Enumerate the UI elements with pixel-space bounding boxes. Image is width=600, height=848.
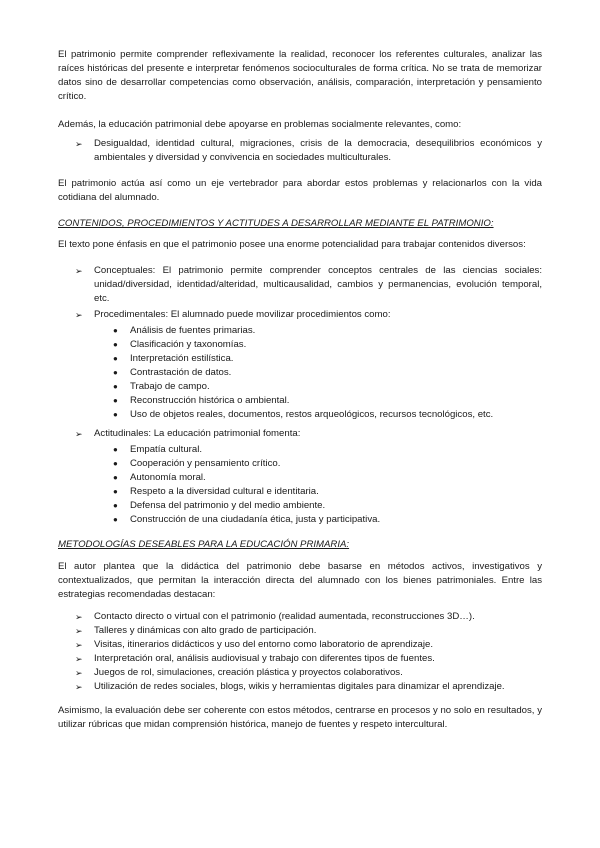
dot-bullet-icon: ● (113, 501, 118, 510)
list-item: ● Análisis de fuentes primarias. (113, 325, 256, 336)
list-item-actitudinales: ➢ Actitudinales: La educación patrimonial fomenta: (75, 428, 301, 439)
arrow-bullet-icon: ➢ (75, 612, 83, 622)
attitudes-header-list (58, 427, 542, 441)
problems-list (58, 137, 542, 165)
section-heading-contenidos: CONTENIDOS, PROCEDIMIENTOS Y ACTITUDES A DESARROLLAR MEDIANTE EL PATRIMONIO: (58, 218, 494, 229)
list-item: ● Cooperación y pensamiento crítico. (113, 458, 281, 469)
arrow-bullet-icon: ➢ (75, 266, 83, 276)
strategies-list (58, 610, 542, 694)
list-item: ● Defensa del patrimonio y del medio ambiente. (113, 500, 326, 511)
list-item: ● Uso de objetos reales, documentos, restos arqueológicos, recursos tecnológicos, etc. (113, 409, 494, 420)
list-item-conceptuales: ➢ Conceptuales: El patrimonio permite comprender conceptos centrales de las ciencias sociales: unidad/diversidad, identidad/alteridad, multicausalidad, cambios y permanencias, evolución temporal, etc. (75, 265, 542, 304)
attitudes-list (58, 443, 542, 527)
list-item: ● Reconstrucción histórica o ambiental. (113, 395, 290, 406)
list-item: ● Construcción de una ciudadanía ética, justa y participativa. (113, 514, 381, 525)
list-item: ● Autonomía moral. (113, 472, 206, 483)
list-item: ● Contrastación de datos. (113, 367, 232, 378)
list-item: ● Trabajo de campo. (113, 381, 210, 392)
list-item-procedimentales: ➢ Procedimentales: El alumnado puede movilizar procedimientos como: (75, 309, 391, 320)
arrow-bullet-icon: ➢ (75, 640, 83, 650)
list-item: ● Interpretación estilística. (113, 353, 234, 364)
dot-bullet-icon: ● (113, 340, 118, 349)
section2-intro: El autor plantea que la didáctica del patrimonio debe basarse en métodos activos, investigativos y contextualizados, que permitan la interacción directa del alumnado con los bienes patrimoniales. Entre las estrategias recomendadas destacan: (58, 561, 542, 600)
section1-intro: El texto pone énfasis en que el patrimonio posee una enorme potencialidad para trabajar contenidos diversos: (58, 239, 526, 250)
closing-paragraph: Asimismo, la evaluación debe ser coherente con estos métodos, centrarse en procesos y no solo en resultados, y utilizar rúbricas que midan comprensión histórica, manejo de fuentes y respeto intercultural. (58, 705, 542, 730)
list-item: ● Empatía cultural. (113, 444, 202, 455)
procedures-list (58, 324, 542, 422)
arrow-bullet-icon: ➢ (75, 654, 83, 664)
arrow-bullet-icon: ➢ (75, 429, 83, 439)
list-item: ➢ Utilización de redes sociales, blogs, wikis y herramientas digitales para dinamizar el aprendizaje. (75, 681, 505, 692)
arrow-bullet-icon: ➢ (75, 682, 83, 692)
dot-bullet-icon: ● (113, 396, 118, 405)
arrow-bullet-icon: ➢ (75, 626, 83, 636)
section-heading-metodologias: METODOLOGÍAS DESEABLES PARA LA EDUCACIÓN PRIMARIA: (58, 539, 350, 550)
list-item: ● Clasificación y taxonomías. (113, 339, 247, 350)
document-content (58, 48, 542, 732)
contents-list (58, 264, 542, 322)
dot-bullet-icon: ● (113, 487, 118, 496)
list-item: ● Respeto a la diversidad cultural e identitaria. (113, 486, 319, 497)
arrow-bullet-icon: ➢ (75, 139, 83, 149)
dot-bullet-icon: ● (113, 515, 118, 524)
list-item: ➢ Visitas, itinerarios didácticos y uso del entorno como laboratorio de aprendizaje. (75, 639, 433, 650)
dot-bullet-icon: ● (113, 410, 118, 419)
list-item: ➢ Juegos de rol, simulaciones, creación plástica y proyectos colaborativos. (75, 667, 403, 678)
intro-paragraph-2: Además, la educación patrimonial debe apoyarse en problemas socialmente relevantes, como: (58, 119, 462, 130)
list-item: ➢ Interpretación oral, análisis audiovisual y trabajo con diferentes tipos de fuentes. (75, 653, 435, 664)
dot-bullet-icon: ● (113, 326, 118, 335)
list-item: ➢ Contacto directo o virtual con el patrimonio (realidad aumentada, reconstrucciones 3D…). (75, 611, 475, 622)
arrow-bullet-icon: ➢ (75, 668, 83, 678)
dot-bullet-icon: ● (113, 368, 118, 377)
dot-bullet-icon: ● (113, 445, 118, 454)
intro-paragraph-1: El patrimonio permite comprender reflexivamente la realidad, reconocer los referentes culturales, analizar las raíces históricas del presente e interpretar fenómenos socioculturales de forma crítica. No se trata de memorizar datos sino de desarrollar competencias como observación, análisis, comparación, interpretación y pensamiento crítico. (58, 49, 542, 102)
dot-bullet-icon: ● (113, 473, 118, 482)
list-item: ➢ Talleres y dinámicas con alto grado de participación. (75, 625, 317, 636)
arrow-bullet-icon: ➢ (75, 310, 83, 320)
dot-bullet-icon: ● (113, 354, 118, 363)
intro-paragraph-3: El patrimonio actúa así como un eje vertebrador para abordar estos problemas y relacionarlos con la vida cotidiana del alumnado. (58, 178, 542, 203)
list-item: ➢ Desigualdad, identidad cultural, migraciones, crisis de la democracia, desequilibrios económicos y ambientales y diversidad y convivencia en sociedades multiculturales. (75, 138, 542, 163)
dot-bullet-icon: ● (113, 459, 118, 468)
dot-bullet-icon: ● (113, 382, 118, 391)
